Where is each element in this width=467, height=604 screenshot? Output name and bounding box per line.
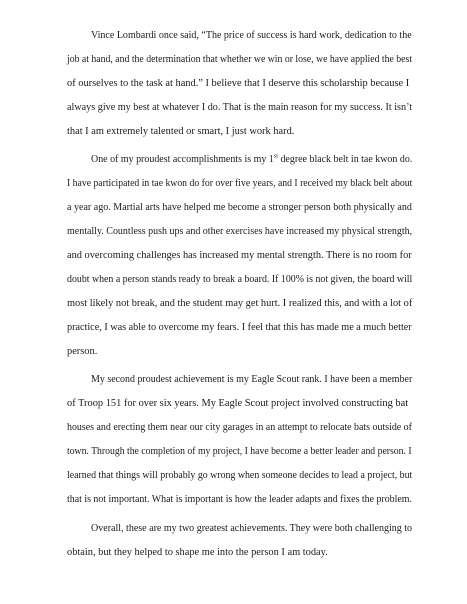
text-line: of ourselves to the task at hand.” I believe that I deserve this scholarship because I xyxy=(67,78,410,89)
text-line: always give my best at whatever I do. That is the main reason for my success. It isn’t xyxy=(67,102,413,113)
text-line: of Troop 151 for over six years. My Eagle Scout project involved constructing bat xyxy=(67,398,409,409)
text-line: town. Through the completion of my project, I have become a better leader and person. I xyxy=(67,446,412,457)
text-line: My second proudest achievement is my Eagle Scout rank. I have been a member xyxy=(91,374,413,385)
text-line: that is not important. What is important is how the leader adapts and fixes the problem. xyxy=(67,494,412,505)
text-line: that I am extremely talented or smart, I just work hard. xyxy=(67,126,295,137)
text-line: job at hand, and the determination that whether we win or lose, we have applied the best xyxy=(67,54,413,65)
text-line: Vince Lombardi once said, “The price of success is hard work, dedication to the xyxy=(91,30,412,41)
text-line: person. xyxy=(67,346,98,357)
text-line: doubt when a person stands ready to break a board. If 100% is not given, the board will xyxy=(67,274,413,285)
text-line: I have participated in tae kwon do for over five years, and I received my black belt about xyxy=(67,178,413,189)
text-line: obtain, but they helped to shape me into the person I am today. xyxy=(67,547,328,558)
text-line: and overcoming challenges has increased my mental strength. There is no room for xyxy=(67,250,412,261)
ordinal-superscript: st xyxy=(273,152,278,160)
text-line: Overall, these are my two greatest achievements. They were both challenging to xyxy=(91,523,413,534)
text-line: mentally. Countless push ups and other exercises have increased my physical strength, xyxy=(67,226,413,237)
text-span: degree black belt in tae kwon do. xyxy=(277,154,413,165)
text-line: learned that things will probably go wrong when someone decides to lead a project, but xyxy=(67,470,413,481)
text-line: houses and erecting them near our city garages in an attempt to relocate bats outside of xyxy=(67,422,412,433)
text-line: practice, I was able to overcome my fears. I feel that this has made me a much better xyxy=(67,322,412,333)
text-line: a year ago. Martial arts have helped me become a stronger person both physically and xyxy=(67,202,412,213)
text-span: One of my proudest accomplishments is my 1 xyxy=(91,154,274,165)
text-line: most likely not break, and the student may get hurt. I realized this, and with a lot of xyxy=(67,298,413,309)
text-line xyxy=(91,153,412,166)
